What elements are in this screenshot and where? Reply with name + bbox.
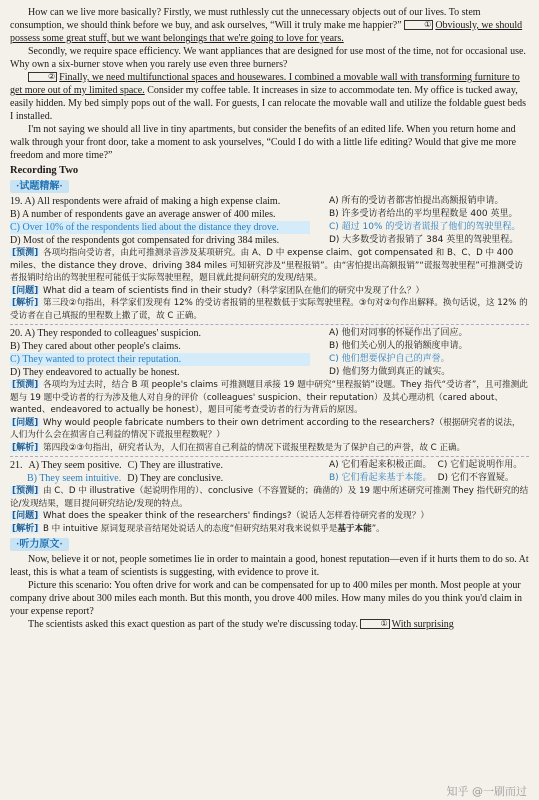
option-b: B) They cared about other people's claims. <box>10 341 181 352</box>
question-19 <box>10 195 529 247</box>
question-20 <box>10 327 529 379</box>
question-label: [问题] <box>12 417 39 428</box>
prediction-text: 各项均为过去时，结合 B 项 people's claims 可推测题目承接 19 题中研究“里程报销”设题。They 指代“受访者”，且可推测此题与 19 题中受访者的行为涉及他人对自身的评价（colleagues' suspicion、their reputation）及其心理动机（cared about、wanted、endeavored to actually be honest），题目可能考查受访者的行为背后的原因。 <box>10 380 528 415</box>
marker-tag: ① <box>360 619 389 629</box>
option-c: C) They are illustrative. <box>127 460 223 471</box>
analysis-label: [解析] <box>12 523 39 534</box>
passage-text: Consider my coffee table. It increases in size to accommodate ten. My office is tucked away, easily hidden. My bed simply pops out of the wall. For guests, I can relocate the movable wall and utilize the foldable guest beds I installed. <box>10 85 526 122</box>
transcript-text: The scientists asked this exact question as part of the study we're discussing today. <box>28 619 358 630</box>
analysis-label: [解析] <box>12 442 39 453</box>
prediction-label: [预测] <box>12 380 39 390</box>
option-d: D) Most of the respondents got compensated for driving 384 miles. <box>10 235 280 246</box>
question-19-options <box>10 195 310 247</box>
option-d: D) They endeavored to actually be honest. <box>10 367 180 378</box>
translation-b: B) 许多受访者给出的平均里程数是 400 英里。 <box>329 209 518 219</box>
analysis-text: 第三段②句指出，科学家们发现有 12% 的受访者报销的里程数低于实际驾驶里程。③句对②句作出解释。换句话说，这 12% 的受访者在自己填报的里程数上撒了谎，故 C 正确。 <box>10 298 528 321</box>
translation-a: A) 所有的受访者都害怕提出高额报销申请。 <box>329 196 504 206</box>
translation-c-answer: C) 超过 10% 的受访者谎报了他们的驾驶里程。 <box>329 222 521 232</box>
question-20-translations <box>329 327 529 379</box>
watermark: 知乎 @一刷而过 <box>446 785 527 798</box>
question-line <box>10 285 529 298</box>
option-d: D) They are conclusive. <box>127 473 224 484</box>
analysis-line <box>10 442 529 455</box>
underlined-sentence: Finally, we need multifunctional spaces and housewares. I combined a movable wall with transforming furniture to get more out of my limited space. <box>10 72 520 96</box>
translation-row <box>329 472 529 485</box>
analysis-text: B 中 intuitive 原词复现录音结尾处说话人的态度“但研究结果对我来说似乎是 <box>42 523 338 534</box>
option-b-answer: B) They seem intuitive. <box>27 473 122 484</box>
translation-d: D) 大多数受访者报销了 384 英里的驾驶里程。 <box>329 235 519 245</box>
passage <box>10 6 529 162</box>
question-number: 21. <box>10 460 23 471</box>
option-c-answer: C) They wanted to protect their reputation. <box>10 353 310 366</box>
translation-row <box>329 459 529 472</box>
option-c-answer: C) Over 10% of the respondents lied about the distance they drove. <box>10 221 310 234</box>
passage-text: How can we live more basically? Firstly, we must ruthlessly cut the unnecessary objects out of our lives. To stem consumption, we should think before we buy, and ask ourselves, “Will it truly make me happier?” <box>10 7 481 31</box>
prediction-label: [预测] <box>12 486 39 496</box>
question-label: [问题] <box>12 285 39 296</box>
transcript-paragraph-3 <box>10 618 529 631</box>
question-text: Why would people fabricate numbers to their own detriment according to the researchers?（根据研究者的说法，人们为什么会在损害自己利益的情况下谎报里程数呢？） <box>10 417 521 440</box>
question-19-analysis <box>10 247 529 322</box>
question-19-translations <box>329 195 529 247</box>
transcript <box>10 553 529 631</box>
question-21 <box>10 459 529 485</box>
question-21-translations <box>329 459 529 485</box>
question-label: [问题] <box>12 511 39 521</box>
translation-b: B) 他们关心别人的报销额度申请。 <box>329 341 468 351</box>
translation-d: D) 它们不容置疑。 <box>437 473 514 483</box>
translation-a: A) 它们看起来积极正面。 <box>329 460 432 470</box>
passage-paragraph-4: I'm not saying we should all live in tiny apartments, but consider the benefits of an edited life. When you return home and walk through your front door, take a moment to ask yourselves, “Could I do with a little life editing? Would that give me more freedom and more time?” <box>10 124 517 161</box>
transcript-paragraph-1: Now, believe it or not, people sometimes lie in order to maintain a good, honest reputation—even if it hurts them to do so. At least, this is what a team of scientists is suggesting, with evidence to prove it. <box>10 554 529 578</box>
transcript-paragraph-2: Picture this scenario: You often drive for work and can be compensated for up to 400 miles per month. Most people at your company drive about 300 miles each month. But this month, you drove 400 miles. How many miles do you think you'd claim in your expense report? <box>10 580 523 617</box>
translation-a: A) 他们对同事的怀疑作出了回应。 <box>329 328 468 338</box>
option-a-text: A) All respondents were afraid of making a high expense claim. <box>24 196 281 207</box>
divider <box>10 456 529 457</box>
prediction-label: [预测] <box>12 248 39 258</box>
prediction <box>10 379 529 417</box>
option-row <box>10 459 310 472</box>
section-title: Recording Two <box>10 165 79 176</box>
prediction-text: 由 C、D 中 illustrative（起说明作用的）、conclusive（不容置疑的；确凿的）及 19 题中所述研究可推测 They 指代研究的结论/发现结果，题目提问研究结论/发现的特点。 <box>10 486 529 509</box>
prediction <box>10 485 529 510</box>
marker-tag: ② <box>28 72 57 82</box>
option-a: A) They seem positive. <box>28 460 122 471</box>
option-a <box>10 327 310 340</box>
translation-c: C) 它们起说明作用。 <box>437 460 523 470</box>
question-20-analysis <box>10 379 529 454</box>
passage-paragraph-1 <box>10 6 529 45</box>
option-a-text: A) They responded to colleagues' suspicion. <box>24 328 202 339</box>
question-text: What did a team of scientists find in their study?（科学家团队在他们的研究中发现了什么？） <box>42 285 425 296</box>
question-20-options <box>10 327 310 379</box>
prediction-text: 各项均指向受访者，由此可推测录音涉及某项研究。由 A、D 中 expense claim、got compensated 和 B、C、D 中 400 miles、the distance they drove、driving 384 miles 可知研究涉及“里程报销”。由“害怕提出高额报销”“谎报驾驶里程”可推测受访者报销时给出的驾驶里程可能低于实际驾驶里程，题目就此提问研究的发现/结果。 <box>10 248 523 283</box>
underlined-sentence: With surprising <box>391 619 454 630</box>
section-banner: ·试题精解· <box>10 180 69 193</box>
option-a <box>10 195 310 208</box>
translation-b-answer: B) 它们看起来基于本能。 <box>329 473 432 483</box>
analysis-text: 第四段②③句指出，研究者认为，人们在损害自己利益的情况下谎报里程数是为了保护自己的声誉，故 C 正确。 <box>42 442 466 453</box>
section-banner: ·听力原文· <box>10 538 69 551</box>
passage-paragraph-3 <box>10 71 529 123</box>
underlined-sentence: Obviously, we should possess some great stuff, but we want belongings that we're going to love for years. <box>10 20 523 44</box>
question-number: 19. <box>10 196 23 207</box>
marker-tag: ① <box>404 20 433 30</box>
analysis-line <box>10 297 529 322</box>
analysis-label: [解析] <box>12 298 39 308</box>
passage-paragraph-2: Secondly, we require space efficiency. We want appliances that are designed for use most of the time, not for occasional use. Why own a six-burner stove when you rarely use even three burners? <box>10 46 526 70</box>
analysis-line <box>10 523 529 536</box>
analysis-bold: 基于本能 <box>337 523 372 534</box>
question-21-analysis <box>10 485 529 535</box>
question-number: 20. <box>10 328 23 339</box>
question-line <box>10 417 529 442</box>
analysis-end: ”。 <box>371 523 385 534</box>
translation-c-answer: C) 他们想要保护自己的声誉。 <box>329 354 450 364</box>
question-line <box>10 510 529 523</box>
translation-d: D) 他们努力做到真正的诚实。 <box>329 367 451 377</box>
question-21-options <box>10 459 310 485</box>
prediction <box>10 247 529 285</box>
question-text: What does the speaker think of the researchers' findings?（说话人怎样看待研究者的发现？） <box>42 511 429 521</box>
divider <box>10 324 529 325</box>
option-row <box>10 472 310 485</box>
option-b: B) A number of respondents gave an average answer of 400 miles. <box>10 209 276 220</box>
